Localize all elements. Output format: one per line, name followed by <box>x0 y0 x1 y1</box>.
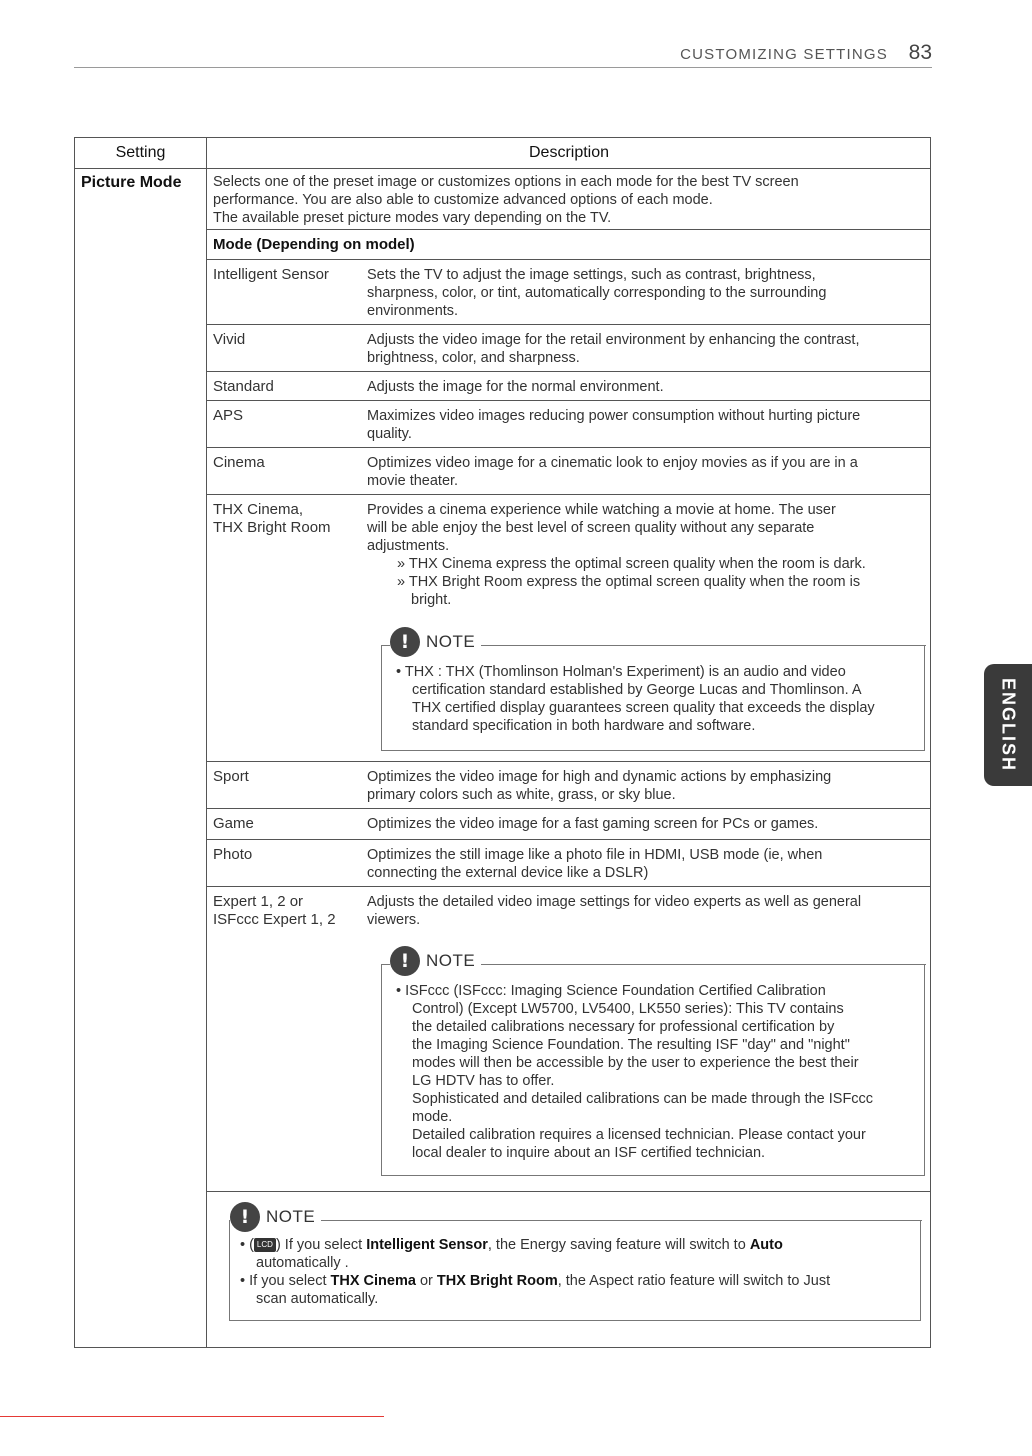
mode-row-aps <box>207 401 931 448</box>
mode-description <box>367 768 927 804</box>
mode-name <box>213 893 336 929</box>
bottom-note-box <box>229 1206 921 1321</box>
desc-line: environments. <box>367 303 459 319</box>
language-side-tab <box>984 664 1032 786</box>
note-line: THX certified display guarantees screen quality that exceeds the display <box>412 700 875 716</box>
note-line: • ( LCD ) If you select Intelligent Sensor, the Energy saving feature will switch to Auto <box>240 1237 783 1253</box>
mode-row-expert <box>207 887 931 1192</box>
info-icon: ! <box>390 946 420 976</box>
note-label: NOTE <box>426 632 476 651</box>
footer-rule <box>0 1416 384 1417</box>
mode-row-photo <box>207 840 931 887</box>
desc-bullet: » THX Cinema express the optimal screen quality when the room is dark. <box>397 556 866 572</box>
intro-line: Selects one of the preset image or customizes options in each mode for the best TV screen <box>213 174 799 190</box>
header-description: Description <box>528 144 610 161</box>
mode-name-line: Expert 1, 2 or <box>213 893 304 910</box>
section-title: CUSTOMIZING SETTINGS <box>680 46 888 63</box>
mode-name: Sport <box>213 768 249 785</box>
note-label: NOTE <box>266 1207 316 1226</box>
mode-name: Photo <box>213 846 253 863</box>
desc-line: Adjusts the detailed video image settings for video experts as well as general <box>367 894 862 910</box>
desc-line: Maximizes video images reducing power consumption without hurting picture <box>367 408 861 424</box>
note-line: the detailed calibrations necessary for professional certification by <box>412 1019 835 1035</box>
table-header-row <box>75 138 930 169</box>
desc-line: movie theater. <box>367 473 459 489</box>
note-line: LG HDTV has to offer. <box>412 1073 555 1089</box>
mode-name-line: THX Cinema, <box>213 501 304 518</box>
desc-line: Provides a cinema experience while watching a movie at home. The user <box>367 502 836 518</box>
mode-row-vivid <box>207 325 931 372</box>
mode-row-standard <box>207 372 931 401</box>
note-top-line <box>230 1220 922 1221</box>
note-line: mode. <box>412 1109 453 1125</box>
mode-description <box>367 407 927 443</box>
note-line: the Imaging Science Foundation. The resulting ISF "day" and "night" <box>412 1037 850 1053</box>
note-heading <box>390 627 481 657</box>
mode-subtable <box>207 229 931 1191</box>
note-line: scan automatically. <box>256 1291 379 1307</box>
desc-line: Optimizes video image for a cinematic look to enjoy movies as if you are in a <box>367 455 858 471</box>
desc-line: will be able enjoy the best level of screen quality without any separate <box>367 520 815 536</box>
info-icon: ! <box>390 627 420 657</box>
mode-description <box>367 893 927 929</box>
mode-name: APS <box>213 407 244 424</box>
mode-name: Intelligent Sensor <box>213 266 329 283</box>
mode-header-text: Mode (Depending on model) <box>213 236 415 253</box>
desc-line: sharpness, color, or tint, automatically corresponding to the surrounding <box>367 285 827 301</box>
mode-name: Vivid <box>213 331 246 348</box>
mode-description <box>367 454 927 490</box>
desc-line: Adjusts the image for the normal environment. <box>367 379 664 395</box>
note-line: Sophisticated and detailed calibrations can be made through the ISFccc <box>412 1091 874 1107</box>
mode-row-sport <box>207 762 931 809</box>
intro-line: performance. You are also able to customize advanced options of each mode. <box>213 192 713 208</box>
desc-line: adjustments. <box>367 538 450 554</box>
mode-subtable-header <box>207 230 931 260</box>
desc-line: primary colors such as white, grass, or sky blue. <box>367 787 676 803</box>
note-body <box>396 982 873 1162</box>
desc-line: Sets the TV to adjust the image settings, such as contrast, brightness, <box>367 267 816 283</box>
note-line: • If you select THX Cinema or THX Bright Room, the Aspect ratio feature will switch to Just <box>240 1273 831 1289</box>
mode-name-line: ISFccc Expert 1, 2 <box>213 911 336 928</box>
desc-line: Optimizes the video image for high and dynamic actions by emphasizing <box>367 769 832 785</box>
note-body <box>396 663 875 735</box>
note-line: standard specification in both hardware and software. <box>412 718 756 734</box>
mode-name <box>213 501 331 537</box>
note-line: modes will then be accessible by the user to experience the best their <box>412 1055 859 1071</box>
isf-note-box <box>381 950 925 1176</box>
desc-line: connecting the external device like a DSLR) <box>367 865 649 881</box>
side-tab-label: ENGLISH <box>998 677 1019 773</box>
info-icon: ! <box>230 1202 260 1232</box>
note-heading <box>230 1202 321 1232</box>
mode-row-game <box>207 809 931 840</box>
mode-description <box>367 815 927 833</box>
mode-row-thx <box>207 495 931 762</box>
mode-name-line: THX Bright Room <box>213 519 331 536</box>
desc-line: Adjusts the video image for the retail environment by enhancing the contrast, <box>367 332 860 348</box>
intro-line: The available preset picture modes vary depending on the TV. <box>213 210 612 226</box>
note-line: Control) (Except LW5700, LV5400, LK550 series): This TV contains <box>412 1001 844 1017</box>
intro-text <box>213 173 925 227</box>
desc-bullet: » THX Bright Room express the optimal screen quality when the room is <box>397 574 861 590</box>
note-label: NOTE <box>426 951 476 970</box>
desc-bullet-continued: bright. <box>411 592 452 608</box>
note-body <box>240 1236 830 1308</box>
desc-line: viewers. <box>367 912 421 928</box>
note-line: local dealer to inquire about an ISF certified technician. <box>412 1145 766 1161</box>
mode-description <box>367 501 927 609</box>
page-number: 83 <box>908 41 932 64</box>
mode-row-cinema <box>207 448 931 495</box>
mode-row-intelligent-sensor <box>207 260 931 325</box>
setting-name: Picture Mode <box>81 174 182 191</box>
desc-line: Optimizes the video image for a fast gaming screen for PCs or games. <box>367 816 819 832</box>
header-setting: Setting <box>115 144 166 161</box>
desc-line: quality. <box>367 426 412 442</box>
mode-description <box>367 266 927 320</box>
lcd-icon: LCD <box>254 1238 276 1252</box>
note-line: • THX : THX (Thomlinson Holman's Experiment) is an audio and video <box>396 664 846 680</box>
note-line: Detailed calibration requires a licensed technician. Please contact your <box>412 1127 866 1143</box>
settings-table <box>74 137 931 1348</box>
page-header <box>74 40 932 68</box>
mode-description <box>367 846 927 882</box>
desc-line: brightness, color, and sharpness. <box>367 350 580 366</box>
mode-description <box>367 378 927 396</box>
note-line: • ISFccc (ISFccc: Imaging Science Foundation Certified Calibration <box>396 983 826 999</box>
mode-name: Standard <box>213 378 274 395</box>
desc-line: Optimizes the still image like a photo file in HDMI, USB mode (ie, when <box>367 847 823 863</box>
note-heading <box>390 946 481 976</box>
mode-name: Game <box>213 815 254 832</box>
note-line: automatically . <box>256 1255 349 1271</box>
mode-description <box>367 331 927 367</box>
mode-name: Cinema <box>213 454 265 471</box>
note-line: certification standard established by George Lucas and Thomlinson. A <box>412 682 862 698</box>
thx-note-box <box>381 631 925 751</box>
